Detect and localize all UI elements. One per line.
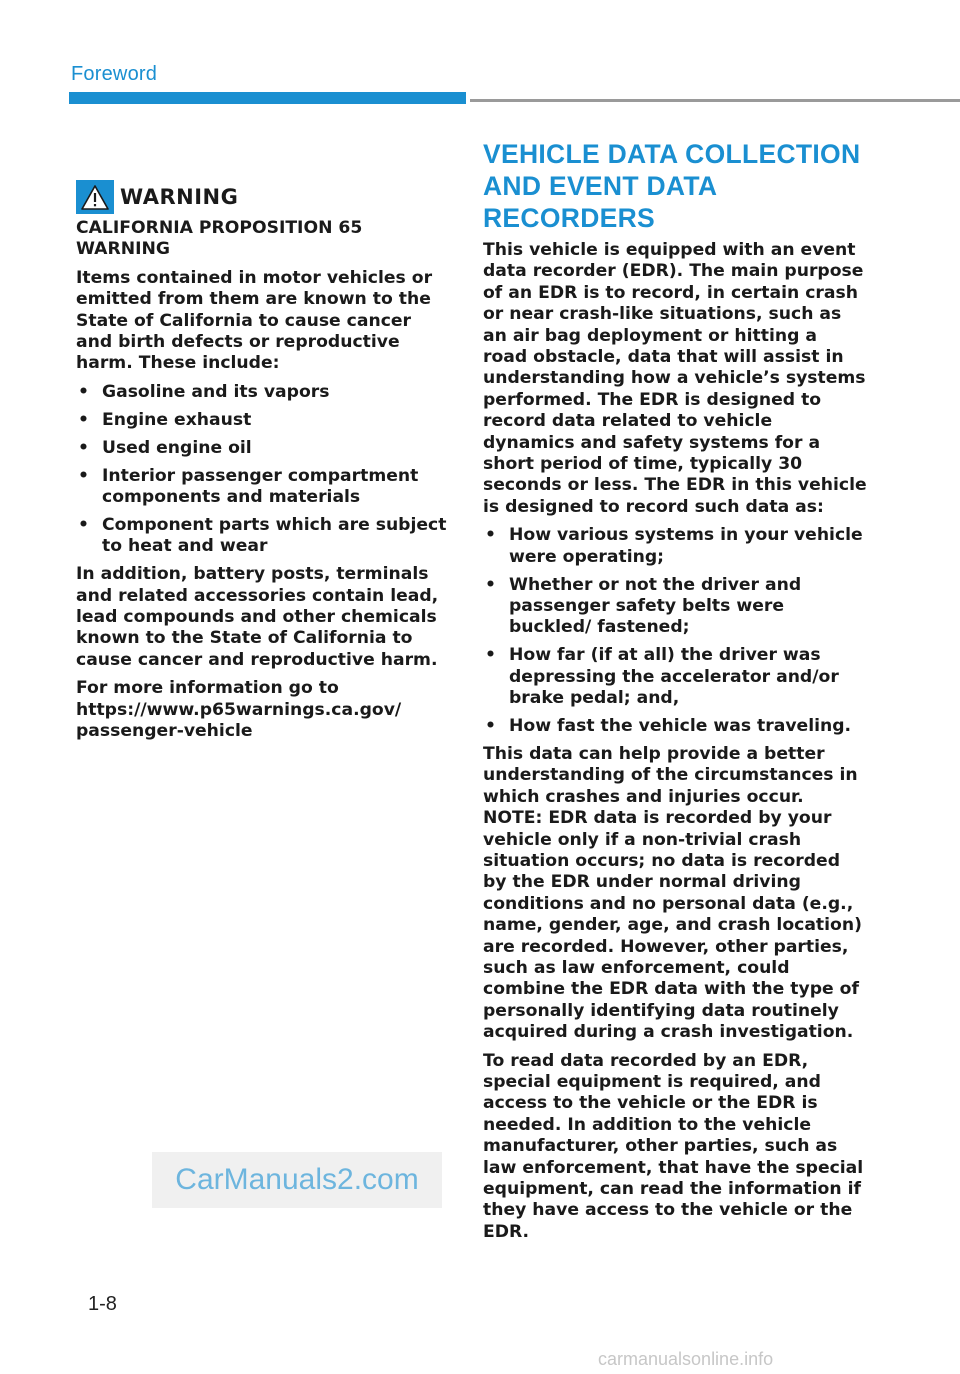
warning-addition: In addition, battery posts, terminals and related accessories contain lead, lead compounds and other chemicals known to the State of California to cause cancer and reproductive harm. bbox=[76, 564, 439, 670]
list-item: • How far (if at all) the driver was depressing the accelerator and/or brake pedal; and, bbox=[483, 645, 867, 709]
edr-intro: This vehicle is equipped with an event data recorder (EDR). The main purpose of an EDR is to record, in certain crash or near crash-like situations, such as an air bag deployment or hitting a road obstacle, data that will assist in understanding how a vehicle’s systems performed. The EDR is designed to record data related to vehicle dynamics and safety systems for a short period of time, typically 30 seconds or less. The EDR in this vehicle is designed to record such data as: bbox=[483, 240, 867, 517]
warning-label: WARNING bbox=[120, 185, 239, 209]
page-number: 1-8 bbox=[88, 1293, 117, 1315]
list-item: • Gasoline and its vapors bbox=[76, 382, 448, 403]
edr-column bbox=[483, 138, 867, 1250]
header-title: Foreword bbox=[71, 63, 158, 85]
warning-more-info: For more information go to https://www.p65warnings.ca.gov/ passenger-vehicle bbox=[76, 678, 402, 742]
list-item: • Whether or not the driver and passenger safety belts were buckled/ fastened; bbox=[483, 575, 867, 639]
watermark: CarManuals2.com bbox=[152, 1152, 442, 1208]
warning-triangle-icon bbox=[80, 184, 110, 211]
warning-intro: Items contained in motor vehicles or emitted from them are known to the State of California to cause cancer and birth defects or reproductive harm. These include: bbox=[76, 267, 433, 374]
list-item: • Interior passenger compartment components and materials bbox=[76, 466, 448, 509]
edr-paragraph-3: To read data recorded by an EDR, special equipment is required, and access to the vehicle or the EDR is needed. In addition to the vehicle manufacturer, other parties, such as law enforcement, that have the special equipment, can read the information if they have access to the vehicle or the EDR. bbox=[483, 1050, 864, 1242]
header-rule-gray bbox=[470, 99, 960, 102]
list-item: • Component parts which are subject to heat and wear bbox=[76, 515, 448, 558]
warning-list bbox=[76, 382, 448, 558]
list-item: • How fast the vehicle was traveling. bbox=[483, 716, 867, 737]
header-rule-blue bbox=[69, 92, 466, 104]
edr-list bbox=[483, 525, 867, 737]
list-item: • How various systems in your vehicle were operating; bbox=[483, 525, 867, 568]
section-title: VEHICLE DATA COLLECTION AND EVENT DATA RECORDERS bbox=[483, 139, 861, 233]
footer-watermark: carmanualsonline.info bbox=[598, 1349, 774, 1369]
warning-badge bbox=[76, 180, 114, 214]
warning-header bbox=[76, 180, 448, 214]
edr-paragraph-2: This data can help provide a better understanding of the circumstances in which crashes and injuries occur. NOTE: EDR data is recorded by your vehicle only if a non-trivial crash situation occurs; no data is recorded by the EDR under normal driving conditions and no personal data (e.g., name, gender, age, and crash location) are recorded. However, other parties, such as law enforcement, could combine the EDR data with the type of personally identifying data routinely acquired during a crash investigation. bbox=[483, 743, 862, 1043]
list-item: • Used engine oil bbox=[76, 438, 448, 459]
warning-heading: CALIFORNIA PROPOSITION 65 WARNING bbox=[76, 218, 363, 260]
warning-column bbox=[76, 180, 448, 749]
list-item: • Engine exhaust bbox=[76, 410, 448, 431]
